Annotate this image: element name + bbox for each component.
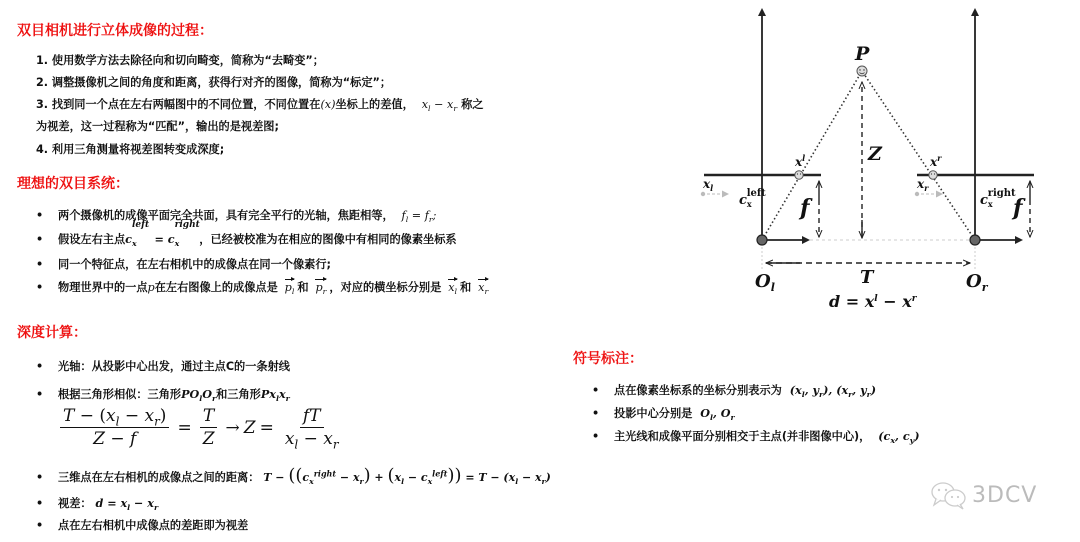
depth-item-2-text-a: 根据三角形相似：三角形 (58, 388, 182, 401)
depth-equation: $\frac{T - (x_l - x_r)}{Z - f}$ = $\frac{T}{Z}$ → Z = $\frac{fT}{x_l - x_r}$ (56, 406, 346, 449)
disparity-formula: $d = x^l - x^r$ (829, 292, 917, 311)
step-3-text-a: 3. 找到同一个点在左右两幅图中的不同位置，不同位置在 (36, 98, 321, 111)
point-xl-smiley-icon (795, 171, 803, 179)
depth-item-2 (36, 386, 290, 402)
ideal-item-2 (36, 220, 457, 249)
step-3-text-c: 称之 (461, 98, 484, 111)
step-3-text-b: 坐标上的差值， (335, 98, 414, 111)
depth-item-1-text: 光轴：从投影中心出发，通过主点C的一条射线 (58, 360, 290, 373)
bullet: • (592, 430, 600, 443)
frac-right: $\frac{fT}{x_l - x_r}$ (284, 406, 339, 452)
ideal-item-4-text-c: ，对应的横坐标分别是 (329, 281, 442, 294)
depth-item-5 (36, 517, 248, 533)
heading-notation: 符号标注： (573, 351, 643, 367)
right-projection-center (970, 235, 980, 245)
watermark-text: 3DCV (972, 482, 1038, 508)
step-2: 2. 调整摄像机之间的角度和距离，获得行对齐的图像，简称为“标定”； (36, 76, 392, 89)
left-projection-center (757, 235, 767, 245)
bullet: • (592, 384, 600, 397)
depth-item-1 (36, 358, 290, 374)
bullet: • (36, 258, 44, 271)
heading-stereo-process: 双目相机进行立体成像的过程： (17, 23, 213, 39)
label-Z: Z (868, 143, 882, 165)
vector-xr: $x_r$ (478, 281, 489, 297)
math-focal-equal: $f_l = f_r$; (401, 209, 437, 225)
heading-depth-calc: 深度计算： (17, 325, 87, 341)
ideal-item-3 (36, 256, 331, 272)
math-principal-point: ($c_x$, $c_y$) (878, 429, 920, 446)
bullet: • (36, 471, 44, 484)
and-2: 和 (460, 281, 472, 294)
bullet: • (36, 497, 44, 510)
ideal-item-1 (36, 207, 436, 223)
math-disparity-def: $d = x_l - x_r$ (95, 496, 159, 513)
label-f-right: f (1013, 195, 1023, 221)
svg-text:cxright: $c_xright$ (980, 188, 1016, 209)
notation-item-2-text: 投影中心分别是 (614, 407, 693, 420)
notation-item-3 (592, 428, 920, 444)
ideal-item-2-text-b: ，已经被校准为在相应的图像中有相同的像素坐标系 (199, 233, 457, 246)
point-P-smiley-icon (857, 66, 867, 76)
vector-xl: $x_l$ (448, 281, 458, 297)
ideal-item-2-text-a: 假设左右主点 (58, 233, 126, 246)
depth-item-5-text: 点在左右相机中成像点的差距即为视差 (58, 519, 249, 532)
notation-item-1 (592, 382, 876, 398)
ideal-item-3-text: 同一个特征点，在左右相机中的成像点在同一个像素行; (58, 258, 331, 271)
math-p: p (147, 281, 155, 294)
label-T: T (860, 267, 874, 288)
ideal-item-4 (36, 279, 491, 295)
label-f-left: f (800, 195, 810, 221)
math-x: (x) (320, 98, 336, 111)
step-1: 1. 使用数学方法去除径向和切向畸变，简称为“去畸变”； (36, 54, 324, 67)
and-1: 和 (297, 281, 309, 294)
depth-item-3 (36, 465, 551, 486)
stereo-geometry-diagram (690, 0, 1070, 320)
depth-item-2-text-b: 和三角形 (216, 388, 261, 401)
step-4: 4. 利用三角测量将视差图转变成深度; (36, 143, 225, 156)
math-projection-centers: $O_l$, $O_r$ (700, 406, 735, 423)
depth-item-4 (36, 495, 158, 511)
bullet: • (36, 360, 44, 373)
vector-pr: $p_r$ (315, 281, 327, 297)
watermark (930, 480, 1037, 510)
math-principal-equal: c $_{left x}$ = c $_{right x}$ (125, 220, 200, 249)
step-3-cont: 为视差，这一过程称为“匹配”，输出的是视差图; (36, 120, 279, 133)
notation-item-3-text: 主光线和成像平面分别相交于主点(并非图像中心)， (614, 430, 871, 443)
ideal-item-4-text-b: 在左右图像上的成像点是 (154, 281, 278, 294)
ideal-item-1-text: 两个摄像机的成像平面完全共面，具有完全平行的光轴，焦距相等， (58, 209, 394, 222)
math-triangle-1: $PO_lO_r$ (181, 387, 217, 404)
frac-middle: $\frac{T}{Z}$ (200, 406, 218, 449)
bullet: • (36, 281, 44, 294)
frac-left: $\frac{T - (x_l - x_r)}{Z - f}$ (60, 406, 169, 449)
math-triangle-2: $Px_lx_r$ (260, 387, 290, 404)
depth-item-4-text: 视差： (58, 497, 92, 510)
bullet: • (36, 519, 44, 532)
vector-pl: $p_l$ (284, 281, 295, 297)
label-P: P (855, 43, 870, 65)
notation-item-1-text: 点在像素坐标系的坐标分别表示为 (614, 384, 782, 397)
math-disparity: $x_l - x_r$ (421, 98, 458, 114)
svg-text:xl: $x^l$ (795, 153, 806, 169)
left-ray (762, 71, 862, 240)
svg-text:cxleft: $c_xleft$ (739, 188, 766, 209)
bullet: • (36, 388, 44, 401)
svg-text:Or: $O_r$ (966, 271, 988, 294)
bullet: • (36, 209, 44, 222)
svg-text:xr: $x_r$ (917, 177, 929, 193)
point-xr-smiley-icon (929, 171, 937, 179)
step-3 (36, 96, 483, 112)
heading-ideal-stereo: 理想的双目系统： (17, 176, 129, 192)
notation-item-2 (592, 405, 735, 421)
svg-text:xl: $x_l$ (703, 177, 714, 193)
bullet: • (36, 233, 44, 246)
math-pixel-coords: ($x_l$, $y_r$), ($x_r$, $y_r$) (789, 383, 876, 400)
math-distance: $T - ((c_x^{right} - x_r) + (x_l - c_x^{left})) = T - (x_l - x_r)$ (263, 465, 551, 487)
depth-item-3-text: 三维点在左右相机的成像点之间的距离： (58, 471, 260, 484)
svg-text:xr: $x^r$ (930, 153, 942, 169)
wechat-icon (930, 480, 968, 510)
ideal-item-4-text-a: 物理世界中的一点 (58, 281, 148, 294)
svg-text:Ol: $O_l$ (755, 271, 775, 294)
bullet: • (592, 407, 600, 420)
